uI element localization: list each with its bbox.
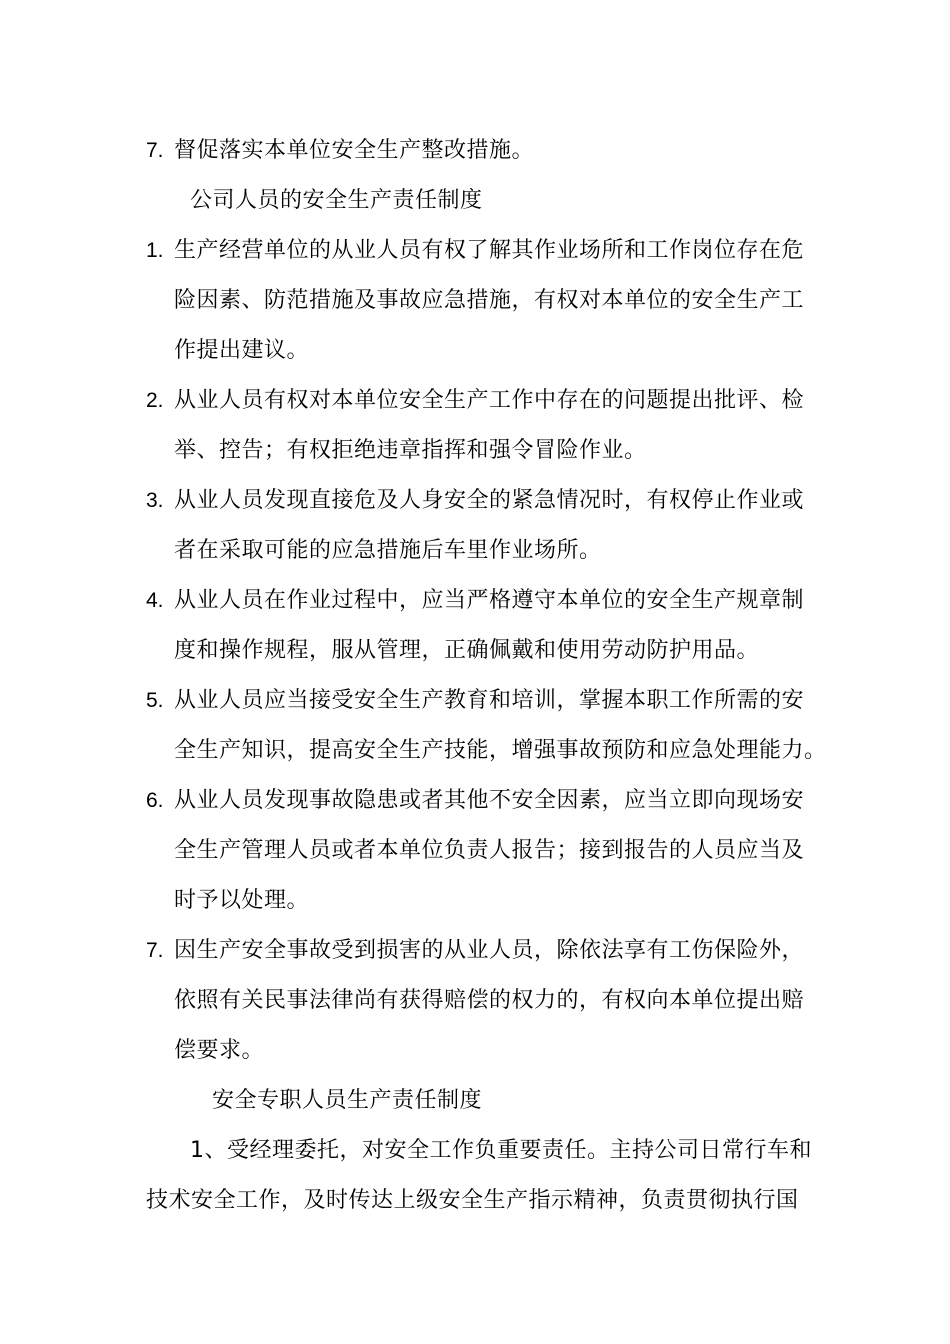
paragraph-line: 技术安全工作，及时传达上级安全生产指示精神，负责贯彻执行国 [146,1188,799,1213]
section-heading: 安全专职人员生产责任制度 [212,1088,483,1113]
list-item-text: 从业人员发现直接危及人身安全的紧急情况时，有权停止作业或 [174,488,805,513]
list-number: 7. [146,939,164,962]
list-number: 4. [146,589,164,612]
list-item-text: 度和操作规程，服从管理，正确佩戴和使用劳动防护用品。 [174,638,760,663]
list-item-text: 时予以处理。 [174,888,310,913]
list-number: 7. [146,139,164,162]
list-number: 5. [146,689,164,712]
list-number: 2. [146,389,164,412]
list-item-text: 从业人员发现事故隐患或者其他不安全因素，应当立即向现场安 [174,788,805,813]
list-item-text: 作提出建议。 [174,338,310,363]
list-item-text: 从业人员有权对本单位安全生产工作中存在的问题提出批评、检 [174,388,805,413]
paragraph-line: 1、受经理委托，对安全工作负重要责任。主持公司日常行车和 [190,1138,812,1163]
list-item-text: 督促落实本单位安全生产整改措施。 [174,138,535,163]
list-number: 1. [146,239,164,262]
list-item-text: 从业人员在作业过程中，应当严格遵守本单位的安全生产规章制 [174,588,805,613]
list-item-text: 因生产安全事故受到损害的从业人员，除依法享有工伤保险外， [174,938,805,963]
section-heading: 公司人员的安全生产责任制度 [190,188,483,213]
list-number: 6. [146,789,164,812]
list-item-text: 偿要求。 [174,1038,265,1063]
list-item-text: 险因素、防范措施及事故应急措施，有权对本单位的安全生产工 [174,288,805,313]
list-number: 3. [146,489,164,512]
list-item-text: 全生产知识，提高安全生产技能，增强事故预防和应急处理能力。 [174,738,827,763]
list-item-text: 举、控告；有权拒绝违章指挥和强令冒险作业。 [174,438,647,463]
list-item-text: 从业人员应当接受安全生产教育和培训，掌握本职工作所需的安 [174,688,805,713]
list-item-text: 生产经营单位的从业人员有权了解其作业场所和工作岗位存在危 [174,238,805,263]
list-item-text: 依照有关民事法律尚有获得赔偿的权力的，有权向本单位提出赔 [174,988,805,1013]
list-item-text: 全生产管理人员或者本单位负责人报告；接到报告的人员应当及 [174,838,805,863]
list-item-text: 者在采取可能的应急措施后车里作业场所。 [174,538,602,563]
